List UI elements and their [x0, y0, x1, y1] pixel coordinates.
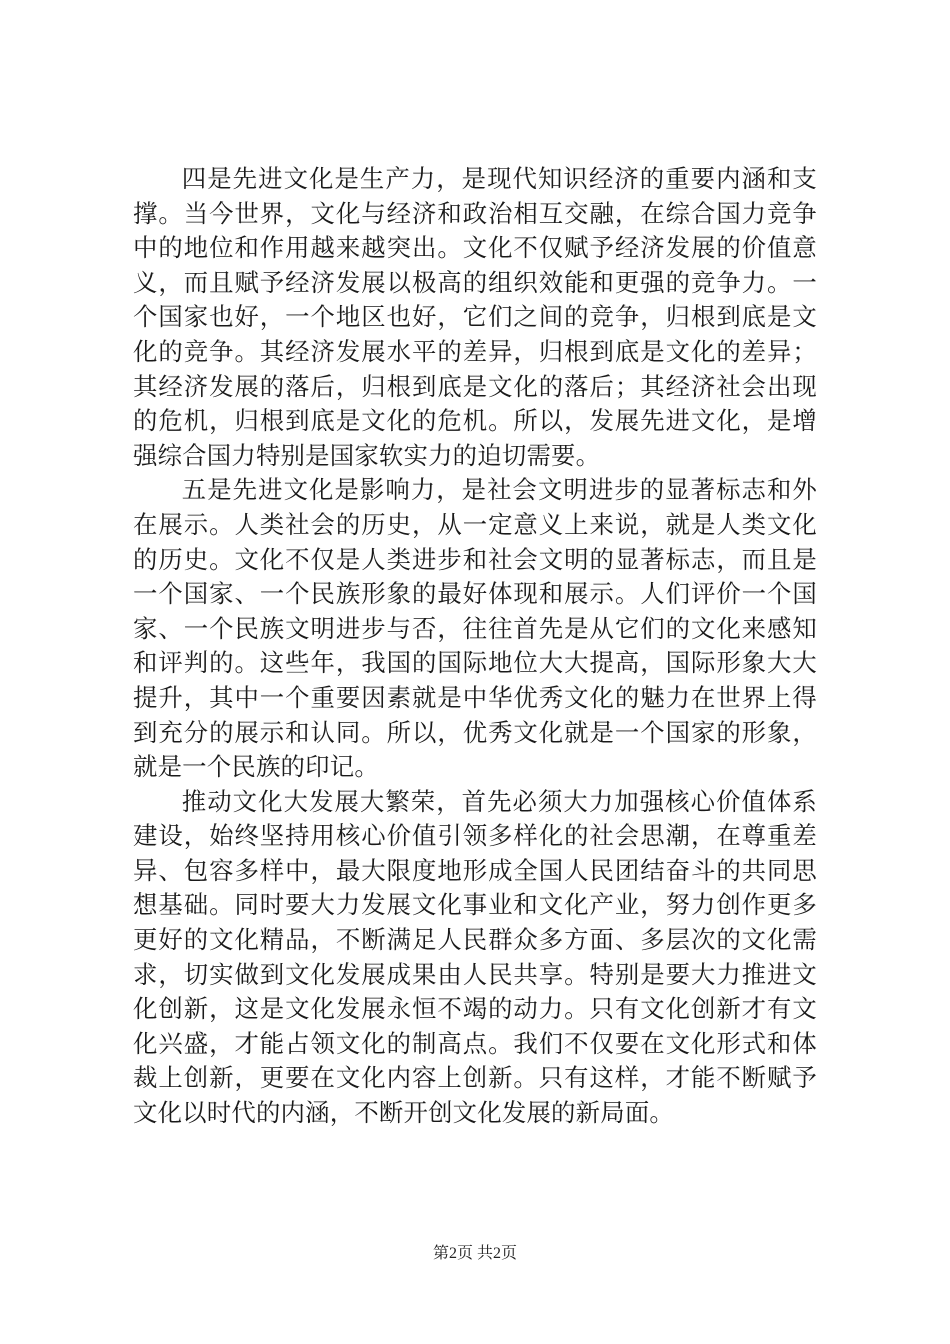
- paragraph-culture-development: 推动文化大发展大繁荣，首先必须大力加强核心价值体系建设，始终坚持用核心价值引领多样化的社会思潮，在尊重差异、包容多样中，最大限度地形成全国人民团结奋斗的共同思想基础。同时要大力发展文化事业和文化产业，努力创作更多更好的文化精品，不断满足人民群众多方面、多层次的文化需求，切实做到文化发展成果由人民共享。特别是要大力推进文化创新，这是文化发展永恒不竭的动力。只有文化创新才有文化兴盛，才能占领文化的制高点。我们不仅要在文化形式和体裁上创新，更要在文化内容上创新。只有这样，才能不断赋予文化以时代的内涵，不断开创文化发展的新局面。: [133, 786, 817, 1128]
- paragraph-culture-influence: 五是先进文化是影响力，是社会文明进步的显著标志和外在展示。人类社会的历史，从一定意义上来说，就是人类文化的历史。文化不仅是人类进步和社会文明的显著标志，而且是一个国家、一个民族形象的最好体现和展示。人们评价一个国家、一个民族文明进步与否，往往首先是从它们的文化来感知和评判的。这些年，我国的国际地位大大提高，国际形象大大提升，其中一个重要因素就是中华优秀文化的魅力在世界上得到充分的展示和认同。所以，优秀文化就是一个国家的形象，就是一个民族的印记。: [133, 475, 817, 782]
- page-footer: 第2页 共2页: [432, 1245, 517, 1262]
- paragraph-culture-productivity: 四是先进文化是生产力，是现代知识经济的重要内涵和支撑。当今世界，文化与经济和政治相互交融，在综合国力竞争中的地位和作用越来越突出。文化不仅赋予经济发展的价值意义，而且赋予经济发展以极高的组织效能和更强的竞争力。一个国家也好，一个地区也好，它们之间的竞争，归根到底是文化的竞争。其经济发展水平的差异，归根到底是文化的差异；其经济发展的落后，归根到底是文化的落后；其经济社会出现的危机，归根到底是文化的危机。所以，发展先进文化，是增强综合国力特别是国家软实力的迫切需要。: [133, 164, 817, 470]
- body-text: [133, 162, 817, 1131]
